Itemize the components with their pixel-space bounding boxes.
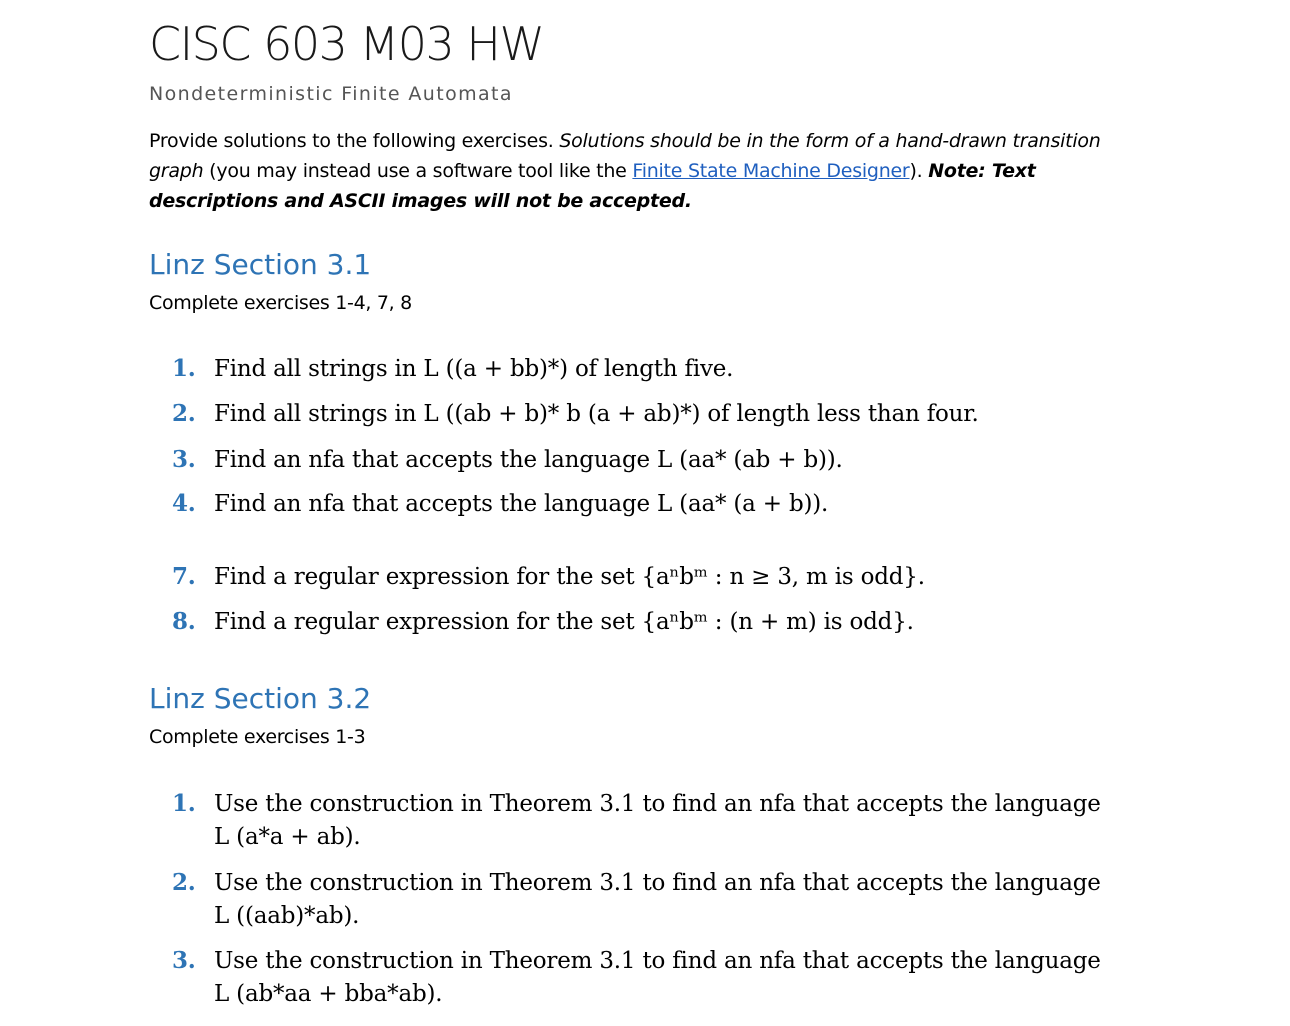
exercise-number: 3.: [172, 446, 196, 473]
exercise-number: 2.: [172, 400, 196, 427]
section-heading-3-1: Linz Section 3.1: [149, 248, 372, 281]
intro-emphasis: graph: [149, 160, 204, 182]
exercise-text: Find a regular expression for the set {aⁿbᵐ : n ≥ 3, m is odd}.: [214, 564, 925, 590]
exercise-expression: L (ab*aa + bba*ab).: [214, 981, 443, 1007]
exercise-number: 1.: [172, 790, 196, 817]
intro-text: ).: [909, 160, 929, 182]
exercise-text: Use the construction in Theorem 3.1 to find an nfa that accepts the language: [214, 870, 1101, 896]
exercise-number: 2.: [172, 869, 196, 896]
section-note-3-1: Complete exercises 1-4, 7, 8: [149, 292, 412, 314]
exercise-expression: L ((aab)*ab).: [214, 903, 360, 929]
intro-line-3: [149, 186, 1159, 216]
exercise-text: Find an nfa that accepts the language L (aa* (ab + b)).: [214, 447, 843, 473]
exercise-text: Find all strings in L ((ab + b)* b (a + ab)*) of length less than four.: [214, 401, 979, 427]
exercise-number: 3.: [172, 947, 196, 974]
intro-line-2: [149, 156, 1159, 186]
exercise-number: 8.: [172, 608, 196, 635]
intro-paragraph: [149, 126, 1159, 216]
intro-text: (you may instead use a software tool like the: [203, 160, 633, 182]
fsm-designer-link[interactable]: Finite State Machine Designer: [632, 160, 910, 182]
exercise-text: Find a regular expression for the set {aⁿbᵐ : (n + m) is odd}.: [214, 609, 914, 635]
section-note-3-2: Complete exercises 1-3: [149, 726, 366, 748]
exercise-number: 4.: [172, 490, 196, 517]
intro-note: Note: Text: [928, 160, 1036, 182]
exercise-number: 7.: [172, 563, 196, 590]
intro-text: Provide solutions to the following exercises.: [149, 130, 560, 152]
exercise-text: Find an nfa that accepts the language L (aa* (a + b)).: [214, 491, 829, 517]
exercise-text: Use the construction in Theorem 3.1 to find an nfa that accepts the language: [214, 791, 1101, 817]
page-subtitle: Nondeterministic Finite Automata: [149, 83, 513, 105]
intro-note: descriptions and ASCII images will not be accepted.: [149, 190, 692, 212]
exercise-text: Use the construction in Theorem 3.1 to find an nfa that accepts the language: [214, 948, 1101, 974]
intro-emphasis: Solutions should be in the form of a hand-drawn transition: [559, 130, 1101, 152]
page-title: CISC 603 M03 HW: [149, 17, 544, 71]
exercise-number: 1.: [172, 355, 196, 382]
exercise-expression: L (a*a + ab).: [214, 824, 361, 850]
section-heading-3-2: Linz Section 3.2: [149, 682, 372, 715]
intro-line-1: [149, 126, 1159, 156]
exercise-text: Find all strings in L ((a + bb)*) of length five.: [214, 356, 734, 382]
